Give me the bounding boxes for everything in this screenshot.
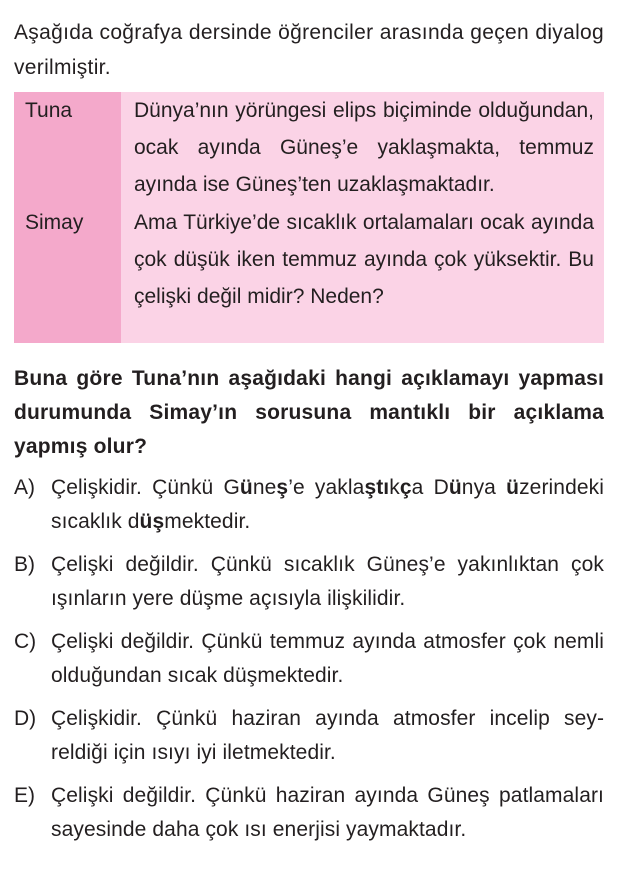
option-letter: A) xyxy=(14,476,35,499)
option-e[interactable] xyxy=(14,779,604,847)
dialog-turn xyxy=(25,203,604,315)
speaker-name: Simay xyxy=(25,211,84,234)
speech-column xyxy=(25,92,604,343)
text-segment: k xyxy=(389,476,400,499)
option-b[interactable] xyxy=(14,548,604,616)
dialog-box xyxy=(14,92,604,343)
option-text xyxy=(51,471,604,539)
option-text: Çelişki değildir. Çünkü haziran ayında Güneş patlamaları sayesinde daha çok ısı enerjisi yaymaktadır. xyxy=(51,784,604,841)
option-letter: D) xyxy=(14,707,37,730)
bold-text-segment: ü xyxy=(506,476,520,499)
option-d[interactable] xyxy=(14,702,604,770)
bold-text-segment: ü xyxy=(239,476,253,499)
answer-options xyxy=(14,471,604,856)
text-segment: ne xyxy=(252,476,277,499)
option-text: Çelişkidir. Çünkü haziran ayında atmosfer incelip seyreldiği için ısıyı iyi iletmektedir. xyxy=(51,707,604,764)
intro-text: Aşağıda coğrafya dersinde öğrenciler arasında geçen diyalog verilmiştir. xyxy=(14,21,604,79)
option-letter: C) xyxy=(14,630,37,653)
text-segment: zerindeki sıcaklık d xyxy=(51,476,605,533)
text-segment: Çelişkidir. Çünkü G xyxy=(51,476,240,499)
option-a[interactable] xyxy=(14,471,604,539)
question-stem: Buna göre Tuna’nın aşağıdaki hangi açıklamayı yapması durumunda Simay’ın sorusuna mantıklı bir açıklama yapmış olur? xyxy=(14,367,604,458)
option-text: Çelişki değildir. Çünkü sıcaklık Güneş’e yakınlıktan çok ışınların yere düşme açısıyla ilişkilidir. xyxy=(51,553,604,610)
text-segment: mektedir. xyxy=(164,510,251,533)
option-letter: E) xyxy=(14,784,35,807)
speaker-name: Tuna xyxy=(25,99,73,122)
dialog-turn xyxy=(25,92,604,203)
text-segment: a D xyxy=(411,476,449,499)
bold-text-segment: üş xyxy=(139,510,165,533)
bold-text-segment: ü xyxy=(448,476,462,499)
speech-text: Dünya’nın yörüngesi elips biçiminde olduğundan, ocak ayında Güneş’e yaklaşmakta, temmuz ayında ise Güneş’ten uzaklaşmaktadır. xyxy=(134,99,594,196)
option-c[interactable] xyxy=(14,625,604,693)
speech-text: Ama Türkiye’de sıcaklık ortalamaları ocak ayında çok düşük iken temmuz ayında çok yüksektir. Bu çelişki değil midir? Neden? xyxy=(134,211,594,308)
bold-text-segment: ş xyxy=(276,476,289,499)
text-segment: nya xyxy=(461,476,507,499)
option-text: Çelişki değildir. Çünkü temmuz ayında atmosfer çok nemli olduğundan sıcak düşmektedir. xyxy=(51,630,604,687)
option-letter: B) xyxy=(14,553,35,576)
bold-text-segment: ştı xyxy=(364,476,390,499)
text-segment: ’e yakla xyxy=(288,476,365,499)
bold-text-segment: ç xyxy=(399,476,412,499)
